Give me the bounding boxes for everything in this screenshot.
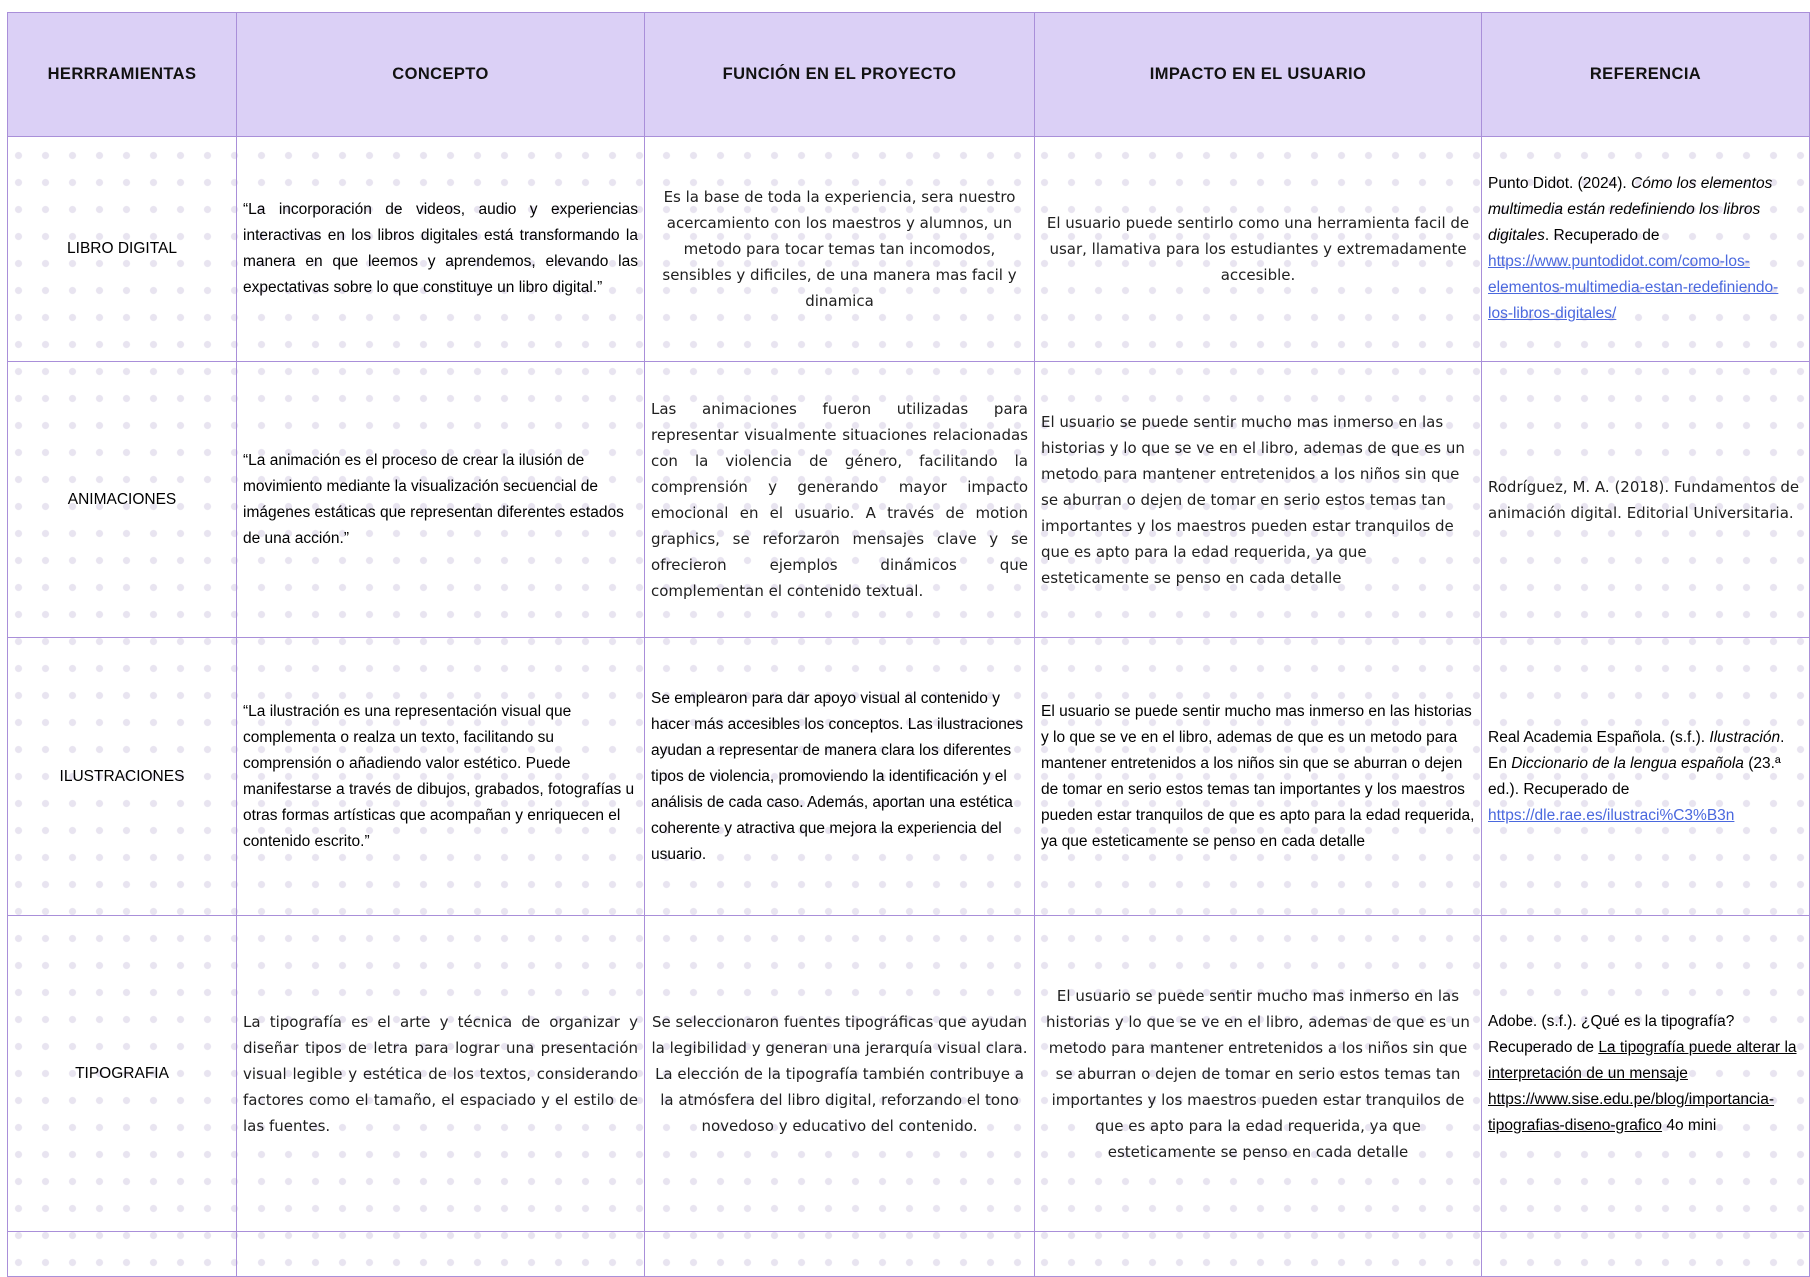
reference-text: . Recuperado de: [1544, 227, 1660, 244]
cell-funcion-animaciones: Las animaciones fueron utilizadas para representar visualmente situaciones relacionadas con la violencia de género, facilitando la comprensión y generando mayor impacto emocional en el usuario. A través de motion graphics, se reforzaron mensajes clave y se ofrecieron ejemplos dinámicos que complementan el contenido textual.: [645, 362, 1035, 638]
cell-impacto-tipografia: El usuario se puede sentir mucho mas inmerso en las historias y lo que se ve en el libro, ademas de que es un metodo para mantener entretenidos a los niños sin que se aburran o dejen de tomar en serio estos temas tan importantes y los maestros pueden estar tranquilos de que es apto para la edad requerida, ya que esteticamente se penso en cada detalle: [1035, 916, 1482, 1232]
empty-cell: [237, 1232, 645, 1277]
table-row-libro-digital: [8, 137, 1810, 362]
cell-concepto-libro-digital: “La incorporación de videos, audio y experiencias interactivas en los libros digitales está transformando la manera en que leemos y aprendemos, elevando las expectativas sobre lo que constituye un libro digital.”: [237, 137, 645, 362]
reference-text: Rodríguez, M. A. (2018). Fundamentos de animación digital. Editorial Universitaria.: [1488, 477, 1800, 522]
cell-concepto-tipografia: La tipografía es el arte y técnica de organizar y diseñar tipos de letra para lograr una presentación visual legible y estética de los textos, considerando factores como el tamaño, el espaciado y el estilo de las fuentes.: [237, 916, 645, 1232]
reference-text: 4o mini: [1662, 1116, 1717, 1134]
reference-link[interactable]: https://dle.rae.es/ilustraci%C3%B3n: [1488, 806, 1735, 824]
empty-cell: [645, 1232, 1035, 1277]
cell-impacto-libro-digital: El usuario puede sentirlo como una herramienta facil de usar, llamativa para los estudiantes y extremadamente accesible.: [1035, 137, 1482, 362]
cell-referencia-libro-digital: [1482, 137, 1810, 362]
cell-impacto-animaciones: El usuario se puede sentir mucho mas inmerso en las historias y lo que se ve en el libro, ademas de que es un metodo para mantener entretenidos a los niños sin que se aburran o dejen de tomar en serio estos temas tan importantes y los maestros pueden estar tranquilos de que es apto para la edad requerida, ya que esteticamente se penso en cada detalle: [1035, 362, 1482, 638]
row-label-libro-digital: LIBRO DIGITAL: [8, 137, 237, 362]
empty-cell: [1035, 1232, 1482, 1277]
row-label-ilustraciones: ILUSTRACIONES: [8, 638, 237, 916]
header-row: [8, 13, 1810, 137]
reference-text: . En: [1488, 728, 1785, 772]
header-cell-funcion: FUNCIÓN EN EL PROYECTO: [645, 13, 1035, 137]
cell-referencia-ilustraciones: [1482, 638, 1810, 916]
cell-referencia-tipografia: [1482, 916, 1810, 1232]
cell-funcion-tipografia: Se seleccionaron fuentes tipográficas que ayudan la legibilidad y generan una jerarquía visual clara. La elección de la tipografía también contribuye a la atmósfera del libro digital, reforzando el tono novedoso y educativo del contenido.: [645, 916, 1035, 1232]
cell-concepto-animaciones: “La animación es el proceso de crear la ilusión de movimiento mediante la visualización secuencial de imágenes estáticas que representan diferentes estados de una acción.”: [237, 362, 645, 638]
cell-funcion-libro-digital: Es la base de toda la experiencia, sera nuestro acercamiento con los maestros y alumnos, un metodo para tocar temas tan incomodos, sensibles y dificiles, de una manera mas facil y dinamica: [645, 137, 1035, 362]
cell-referencia-animaciones: [1482, 362, 1810, 638]
row-label-tipografia: TIPOGRAFIA: [8, 916, 237, 1232]
reference-title-italic: Cómo los elementos multimedia están redefiniendo los libros digitales: [1488, 175, 1773, 244]
cell-funcion-ilustraciones: Se emplearon para dar apoyo visual al contenido y hacer más accesibles los conceptos. Las ilustraciones ayudan a representar de manera clara los diferentes tipos de violencia, promoviendo la identificación y el análisis de cada caso. Además, aportan una estética coherente y atractiva que mejora la experiencia del usuario.: [645, 638, 1035, 916]
reference-link[interactable]: https://www.puntodidot.com/como-los-elementos-multimedia-estan-redefiniendo-los-libros-digitales/: [1488, 253, 1779, 322]
reference-text: Punto Didot. (2024).: [1488, 175, 1632, 192]
header-cell-herramientas: HERRRAMIENTAS: [8, 13, 237, 137]
row-label-animaciones: ANIMACIONES: [8, 362, 237, 638]
table-row-tipografia: [8, 916, 1810, 1232]
cell-concepto-ilustraciones: “La ilustración es una representación visual que complementa o realza un texto, facilitando su comprensión o añadiendo valor estético. Puede manifestarse a través de dibujos, grabados, fotografías u otras formas artísticas que acompañan y enriquecen el contenido escrito.”: [237, 638, 645, 916]
header-cell-impacto: IMPACTO EN EL USUARIO: [1035, 13, 1482, 137]
empty-cell: [1482, 1232, 1810, 1277]
reference-text: Real Academia Española. (s.f.).: [1488, 728, 1710, 746]
comparison-table: [7, 12, 1810, 1277]
reference-text: (23.ª ed.). Recuperado de: [1488, 754, 1781, 798]
reference-title-italic: Diccionario de la lengua española: [1511, 754, 1744, 772]
table-row-ilustraciones: [8, 638, 1810, 916]
header-cell-referencia: REFERENCIA: [1482, 13, 1810, 137]
table-row-partial: [8, 1232, 1810, 1277]
table-row-animaciones: [8, 362, 1810, 638]
reference-text: Adobe. (s.f.). ¿Qué es la tipografía? Recuperado de: [1488, 1012, 1735, 1056]
cell-impacto-ilustraciones: El usuario se puede sentir mucho mas inmerso en las historias y lo que se ve en el libro, ademas de que es un metodo para mantener entretenidos a los niños sin que se aburran o dejen de tomar en serio estos temas tan importantes y los maestros pueden estar tranquilos de que es apto para la edad requerida, ya que esteticamente se penso en cada detalle: [1035, 638, 1482, 916]
reference-title-italic: Ilustración: [1709, 728, 1781, 746]
header-cell-concepto: CONCEPTO: [237, 13, 645, 137]
empty-cell: [8, 1232, 237, 1277]
reference-underlined-text[interactable]: La tipografía puede alterar la interpretación de un mensaje https://www.sise.edu.pe/blog/importancia-tipografias-diseno-grafico: [1488, 1038, 1797, 1134]
